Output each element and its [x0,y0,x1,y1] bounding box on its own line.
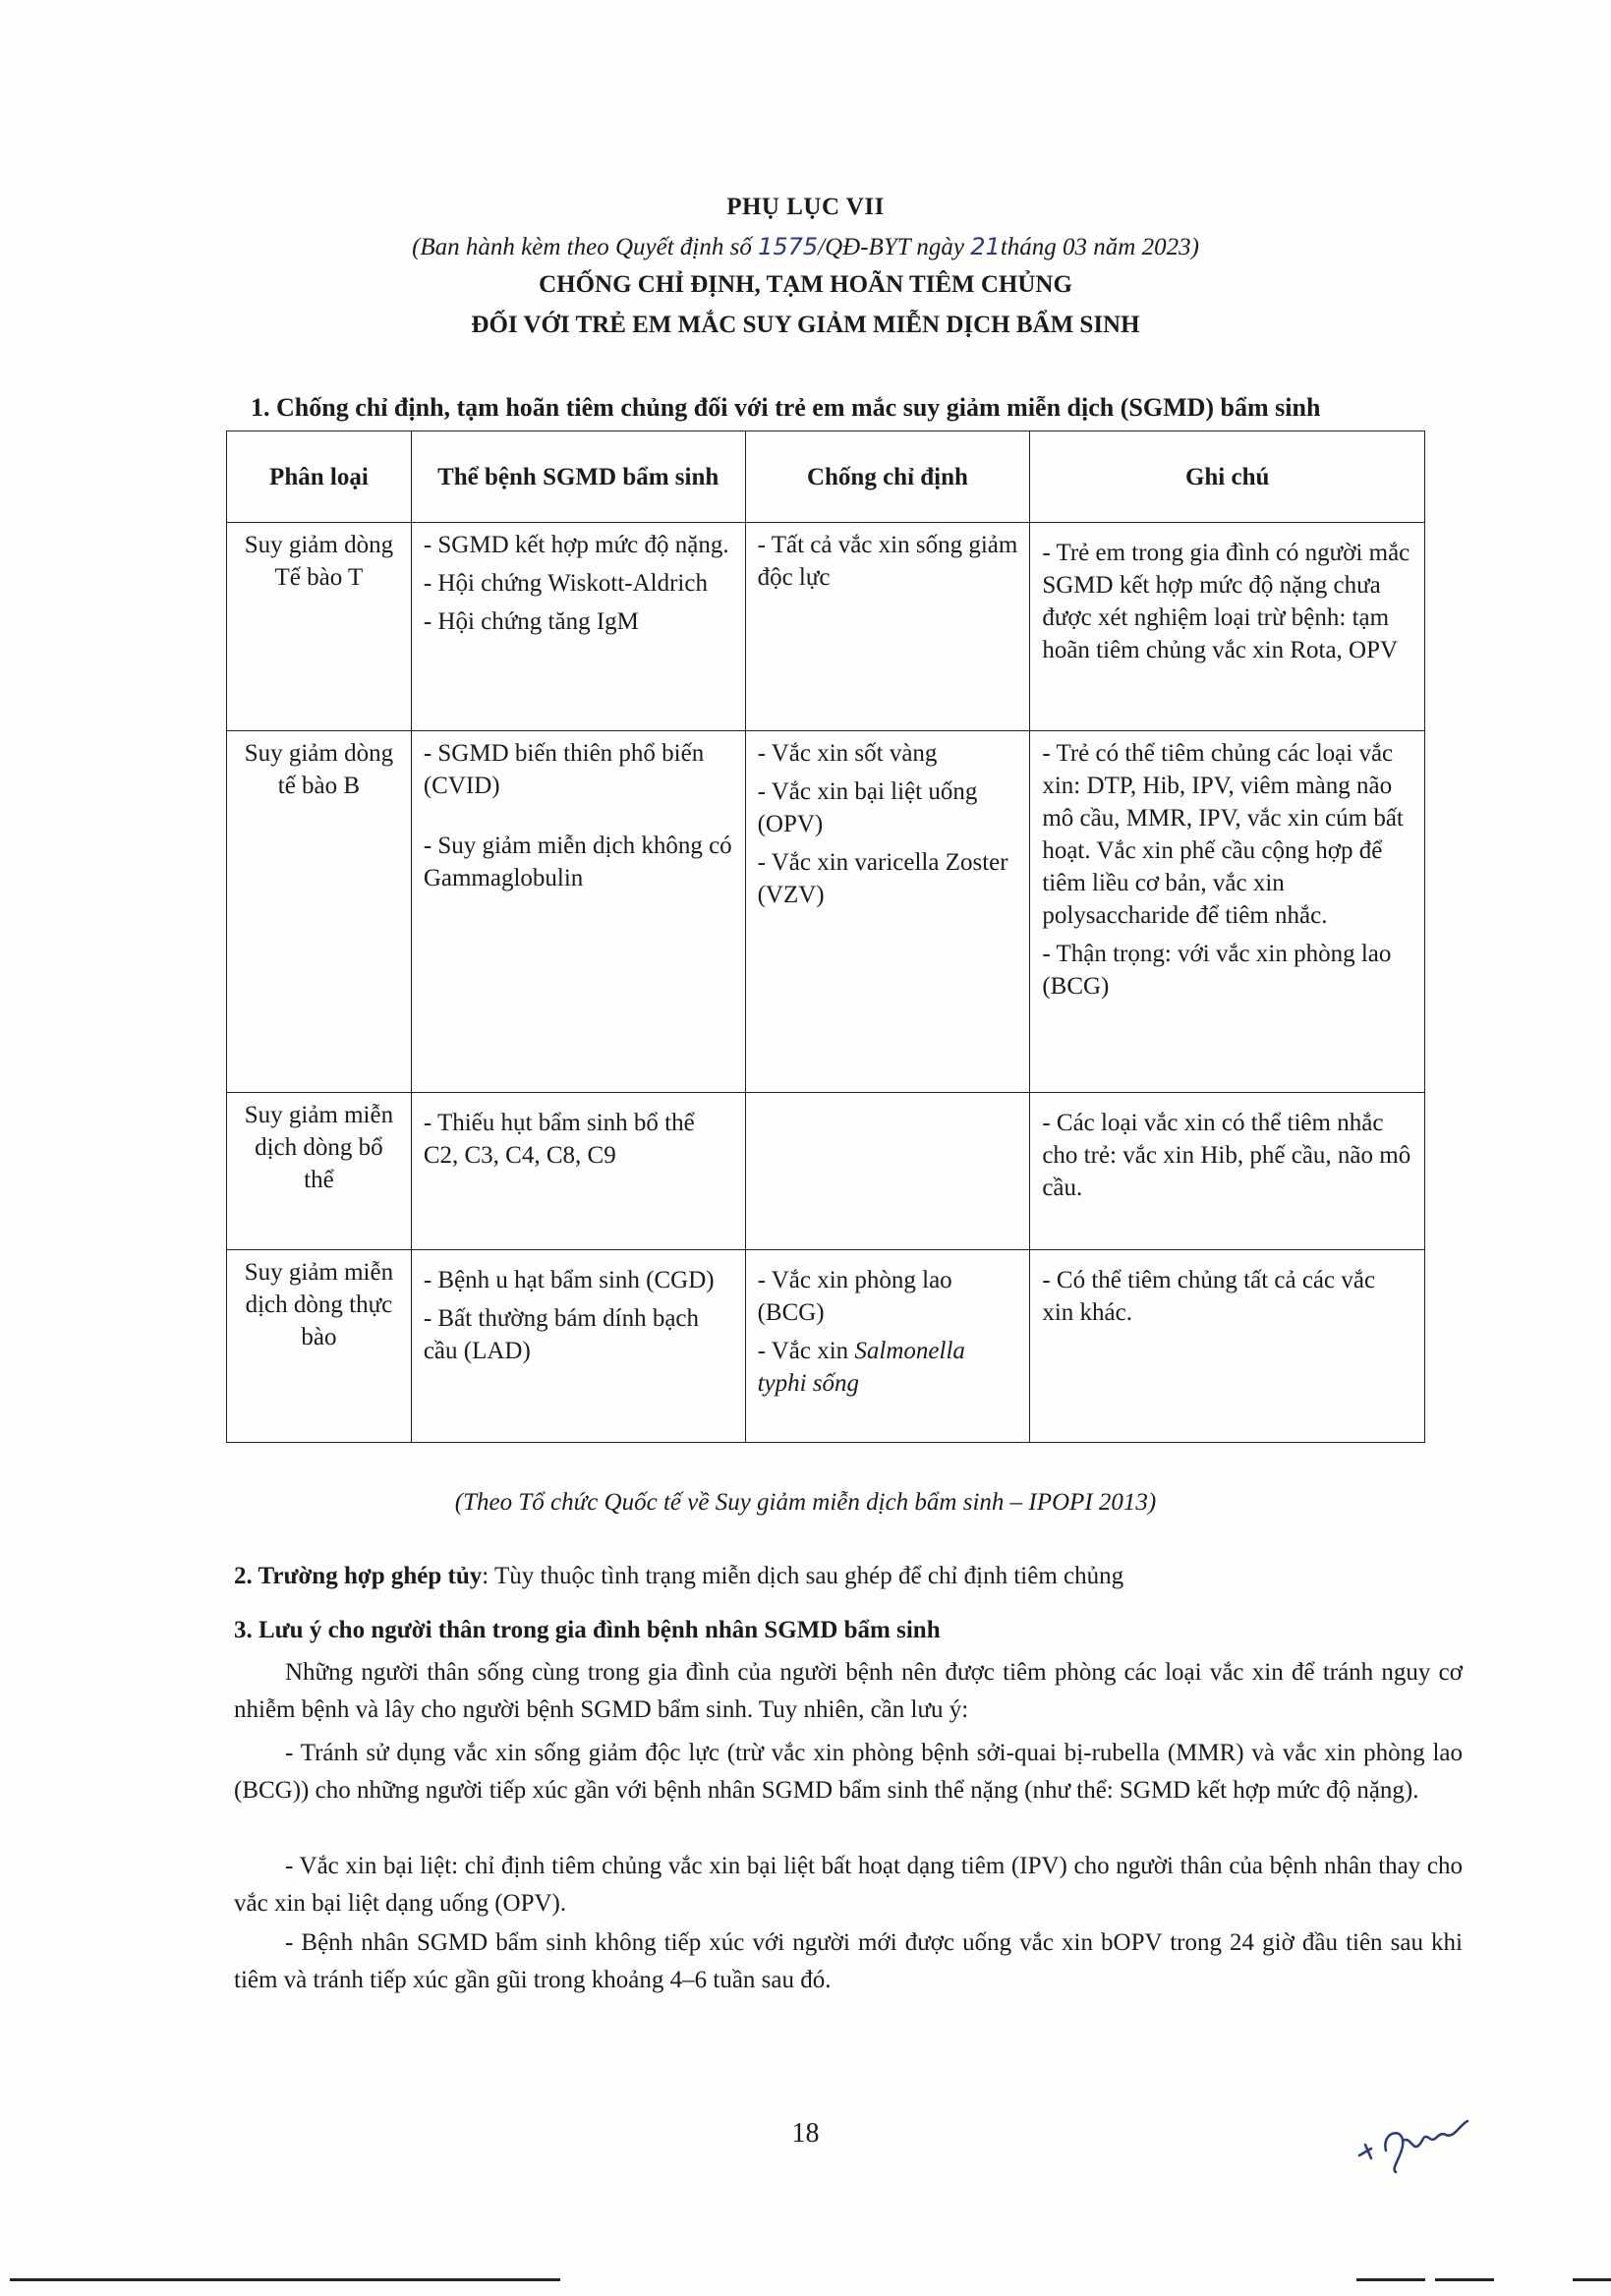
note-item: - Thận trọng: với vắc xin phòng lao (BCG) [1042,941,1392,1000]
note-item: - Các loại vắc xin có thể tiêm nhắc cho trẻ: vắc xin Hib, phế cầu, não mô cầu. [1042,1110,1411,1201]
note-cell [1030,523,1425,731]
section-2-heading: 2. Trường hợp ghép tủy [234,1563,483,1589]
contraindication-cell [745,731,1030,1093]
category-cell: Suy giảm miễn dịch dòng thực bào [227,1250,412,1443]
document-title-line-2: ĐỐI VỚI TRẺ EM MẮC SUY GIẢM MIỄN DỊCH BẨM SINH [471,312,1140,338]
section-3-item: - Tránh sử dụng vắc xin sống giảm độc lực (trừ vắc xin phòng bệnh sởi-quai bị-rubella (MMR) và vắc xin phòng lao (BCG)) cho những người tiếp xúc gần với bệnh nhân SGMD bẩm sinh thể nặng (như thể: SGMD kết hợp mức độ nặng). [234,1740,1463,1804]
footer-rule [1356,2278,1425,2281]
column-header: Thể bệnh SGMD bẩm sinh [411,431,745,523]
diseases-cell [411,1093,745,1250]
decision-number: 1575 [758,233,819,260]
contraindication-item: - Vắc xin sốt vàng [757,740,938,767]
issuance-day: 21 [970,233,1001,260]
contraindication-cell [745,523,1030,731]
diseases-cell [411,523,745,731]
contraindication-table [226,430,1425,1443]
section-3-item: - Bệnh nhân SGMD bẩm sinh không tiếp xúc với người mới được uống vắc xin bOPV trong 24 giờ đầu tiên sau khi tiêm và tránh tiếp xúc gần gũi trong khoảng 4–6 tuần sau đó. [234,1929,1463,1993]
document-title-line-1: CHỐNG CHỈ ĐỊNH, TẠM HOÃN TIÊM CHỦNG [539,271,1072,298]
diseases-cell [411,1250,745,1443]
appendix-title: PHỤ LỤC VII [726,194,885,220]
section-3-intro: Những người thân sống cùng trong gia đình của người bệnh nên được tiêm phòng các loại vắc xin để tránh nguy cơ nhiễm bệnh và lây cho người bệnh SGMD bẩm sinh. Tuy nhiên, cần lưu ý: [234,1659,1463,1723]
footer-rule [1573,2278,1611,2281]
category-cell: Suy giảm miễn dịch dòng bổ thể [227,1093,412,1250]
table-source: (Theo Tổ chức Quốc tế về Suy giảm miễn dịch bẩm sinh – IPOPI 2013) [454,1489,1157,1516]
column-header: Phân loại [227,431,412,523]
issuance-prefix: (Ban hành kèm theo Quyết định số [412,234,759,260]
diseases-cell [411,731,745,1093]
contraindication-item [758,1335,1018,1400]
note-cell [1030,1093,1425,1250]
column-header: Ghi chú [1030,431,1425,523]
disease-item: - SGMD kết hợp mức độ nặng. [423,532,729,558]
contraindication-item: - Vắc xin bại liệt uống (OPV) [757,778,978,837]
contraindication-item: - Vắc xin varicella Zoster (VZV) [757,849,1008,908]
issuance-middle: /QĐ-BYT ngày [818,234,971,260]
contraindication-cell [745,1250,1030,1443]
note-item: - Trẻ em trong gia đình có người mắc SGMD kết hợp mức độ nặng chưa được xét nghiệm loại trừ bệnh: tạm hoãn tiêm chủng vắc xin Rota, OPV [1042,540,1410,663]
handwritten-initials [1352,2111,1489,2180]
note-item: - Trẻ có thể tiêm chủng các loại vắc xin: DTP, Hib, IPV, viêm màng não mô cầu, MMR, IPV, vắc xin cúm bất hoạt. Vắc xin phế cầu cộng hợp để tiêm liều cơ bản, vắc xin polysaccharide để tiêm nhắc. [1042,740,1404,929]
column-header: Chống chỉ định [745,431,1030,523]
disease-item: - Thiếu hụt bẩm sinh bổ thể C2, C3, C4, C8, C9 [423,1110,695,1169]
category-cell: Suy giảm dòng tế bào B [227,731,412,1093]
disease-item: - SGMD biến thiên phổ biến (CVID) [423,740,705,799]
contraindication-italic: Salmonella typhi sống [757,1338,965,1397]
contraindication-cell [745,1093,1030,1250]
table-row [227,1250,1425,1443]
footer-rule [1435,2278,1494,2281]
issuance-suffix: tháng 03 năm 2023) [1000,234,1199,260]
table-row [227,1093,1425,1250]
contraindication-item: - Vắc xin phòng lao (BCG) [757,1267,952,1326]
note-cell [1030,731,1425,1093]
contraindication-prefix: - Vắc xin [757,1338,849,1364]
disease-item: - Hội chứng tăng IgM [423,608,639,635]
note-item: - Có thể tiêm chủng tất cả các vắc xin khác. [1042,1267,1376,1326]
disease-item: - Bất thường bám dính bạch cầu (LAD) [423,1305,700,1364]
table-header-row [227,431,1425,523]
category-cell: Suy giảm dòng Tế bào T [227,523,412,731]
footer-rule [10,2278,560,2281]
issuance-line [0,233,1611,261]
section-2 [234,1558,1463,1595]
section-2-text: : Tùy thuộc tình trạng miễn dịch sau ghép để chỉ định tiêm chủng [482,1563,1124,1589]
disease-item: - Hội chứng Wiskott-Aldrich [423,570,708,597]
section-1-heading: 1. Chống chỉ định, tạm hoãn tiêm chủng đối với trẻ em mắc suy giảm miễn dịch (SGMD) bẩm sinh [251,393,1321,422]
section-3-item: - Vắc xin bại liệt: chỉ định tiêm chủng vắc xin bại liệt bất hoạt dạng tiêm (IPV) cho người thân của bệnh nhân thay cho vắc xin bại liệt dạng uống (OPV). [234,1853,1463,1917]
disease-item: - Suy giảm miễn dịch không có Gammaglobulin [423,832,732,891]
table-row [227,523,1425,731]
table-row [227,731,1425,1093]
page-number: 18 [791,2118,820,2149]
section-3-heading: 3. Lưu ý cho người thân trong gia đình bệnh nhân SGMD bẩm sinh [234,1617,941,1643]
disease-item: - Bệnh u hạt bẩm sinh (CGD) [423,1267,715,1293]
note-cell [1030,1250,1425,1443]
contraindication-item: - Tất cả vắc xin sống giảm độc lực [757,532,1018,591]
